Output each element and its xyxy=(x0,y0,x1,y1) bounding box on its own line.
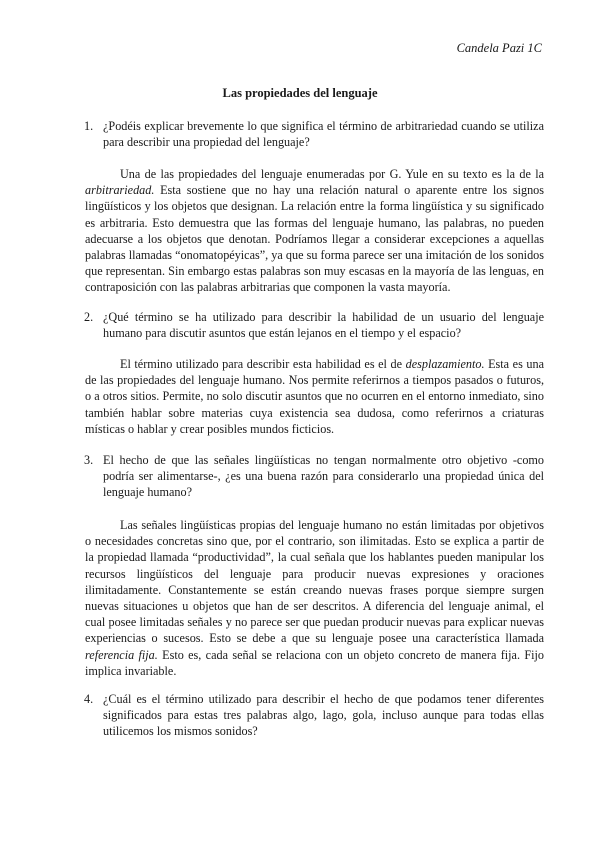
answer-1-text-end: Esta sostiene que no hay una relación natural o aparente entre los signos lingüísticos y los objetos que designan. La relación entre la forma lingüística y su significado es arbitraria. Esto demuestra que las formas del lenguaje humano, las palabras, no pueden adecuarse a los objetos que denotan. Podríamos llegar a considerar excepciones a aquellas palabras llamadas “onomatopéyicas”, ya que su forma parece ser una imitación de los sonidos que representan. Sin embargo estas palabras son muy escasas en la mayoría de las lenguas, en contraposición con las palabras arbitrarias que componen la vasta mayoría. xyxy=(85,183,544,295)
answer-3 xyxy=(85,517,544,679)
answer-1 xyxy=(85,166,544,296)
question-1-number: 1. xyxy=(84,119,94,133)
question-1-text: ¿Podéis explicar brevemente lo que significa el término de arbitrariedad cuando se utiliza para describir una propiedad del lenguaje? xyxy=(103,119,544,150)
answer-2-text-start: El término utilizado para describir esta habilidad es el de xyxy=(120,357,406,371)
question-2-number: 2. xyxy=(84,310,94,324)
document-title: Las propiedades del lenguaje xyxy=(222,86,378,100)
question-1 xyxy=(84,118,544,150)
answer-1-term: arbitrariedad. xyxy=(85,183,155,198)
answer-3-term: referencia fija. xyxy=(85,647,158,662)
answer-2-text-end: Esta es una de las propiedades del lenguaje humano. Nos permite referirnos a tiempos pasados o futuros, o a otros sitios. Permite, no solo discutir asuntos que no ocurren en el entorno inmediato, sino también hablar sobre materias cuya existencia sea dudosa, como referirnos a criaturas místicas o hablar y crear posibles mundos ficticios. xyxy=(85,357,544,436)
question-4-text: ¿Cuál es el término utilizado para describir el hecho de que podamos tener diferentes significados para estas tres palabras algo, lago, gola, incluso aunque para todas ellas utilicemos los mismos sonidos? xyxy=(103,692,544,739)
answer-3-text-start: Las señales lingüísticas propias del lenguaje humano no están limitadas por objetivos o necesidades concretas sino que, por el contrario, son ilimitadas. Esto se explica a partir de la propiedad llamada “productividad”, la cual señala que los hablantes pueden manipular los recursos lingüísticos del lenguaje para producir nuevas expresiones y oraciones ilimitadamente. Constantemente se están creando nuevas frases porque siempre surgen nuevas situaciones u objetos que han de ser descritos. A diferencia del lenguaje animal, el cual posee limitadas señales y no parece ser que puedan producir nuevas para explicar nuevas experiencias o sucesos. Esto se debe a que su lenguaje posee una característica llamada xyxy=(85,518,544,646)
question-3-number: 3. xyxy=(84,453,94,467)
question-3-text: El hecho de que las señales lingüísticas no tengan normalmente otro objetivo -como podría ser alimentarse-, ¿es una buena razón para considerarlo una propiedad única del lenguaje humano? xyxy=(103,453,544,500)
answer-2-term: desplazamiento. xyxy=(405,357,485,371)
answer-2 xyxy=(85,356,544,437)
question-4 xyxy=(84,691,544,740)
answer-1-text-start: Una de las propiedades del lenguaje enumeradas por G. Yule en su texto es la de la xyxy=(120,167,544,181)
answer-3-text-end: Esto es, cada señal se relaciona con un objeto concreto de manera fija. Fijo implica invariable. xyxy=(85,647,544,678)
question-3 xyxy=(84,452,544,501)
author-name: Candela Pazi 1C xyxy=(456,41,542,55)
question-2 xyxy=(84,309,544,341)
question-2-text: ¿Qué término se ha utilizado para describir la habilidad de un usuario del lenguaje humano para discutir asuntos que están lejanos en el tiempo y el espacio? xyxy=(103,310,544,341)
question-4-number: 4. xyxy=(84,692,94,706)
